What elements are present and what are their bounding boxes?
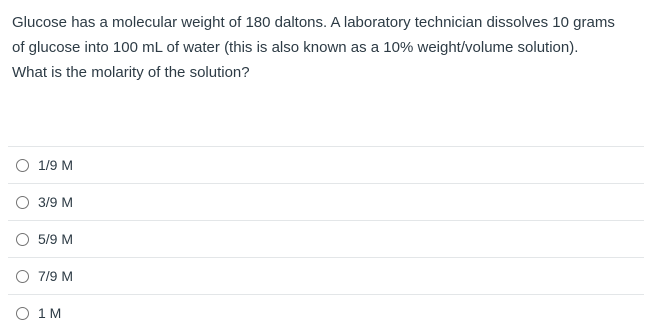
question-line: What is the molarity of the solution?	[12, 64, 250, 81]
radio-button[interactable]	[16, 159, 29, 172]
radio-button[interactable]	[16, 196, 29, 209]
question-text	[12, 10, 644, 85]
answer-option-5[interactable]	[8, 294, 644, 331]
radio-button[interactable]	[16, 307, 29, 320]
answer-label: 7/9 M	[38, 268, 74, 284]
answer-option-4[interactable]	[8, 257, 644, 294]
radio-button[interactable]	[16, 233, 29, 246]
question-line: Glucose has a molecular weight of 180 daltons. A laboratory technician dissolves 10 grams	[12, 14, 615, 31]
question-line: of glucose into 100 mL of water (this is also known as a 10% weight/volume solution).	[12, 39, 579, 56]
answer-label: 3/9 M	[38, 194, 74, 210]
answer-option-3[interactable]	[8, 220, 644, 257]
answer-list	[8, 146, 644, 331]
answer-label: 5/9 M	[38, 231, 74, 247]
radio-button[interactable]	[16, 270, 29, 283]
answer-option-2[interactable]	[8, 183, 644, 220]
answer-option-1[interactable]	[8, 146, 644, 183]
answer-label: 1 M	[38, 305, 62, 321]
answer-label: 1/9 M	[38, 157, 74, 173]
